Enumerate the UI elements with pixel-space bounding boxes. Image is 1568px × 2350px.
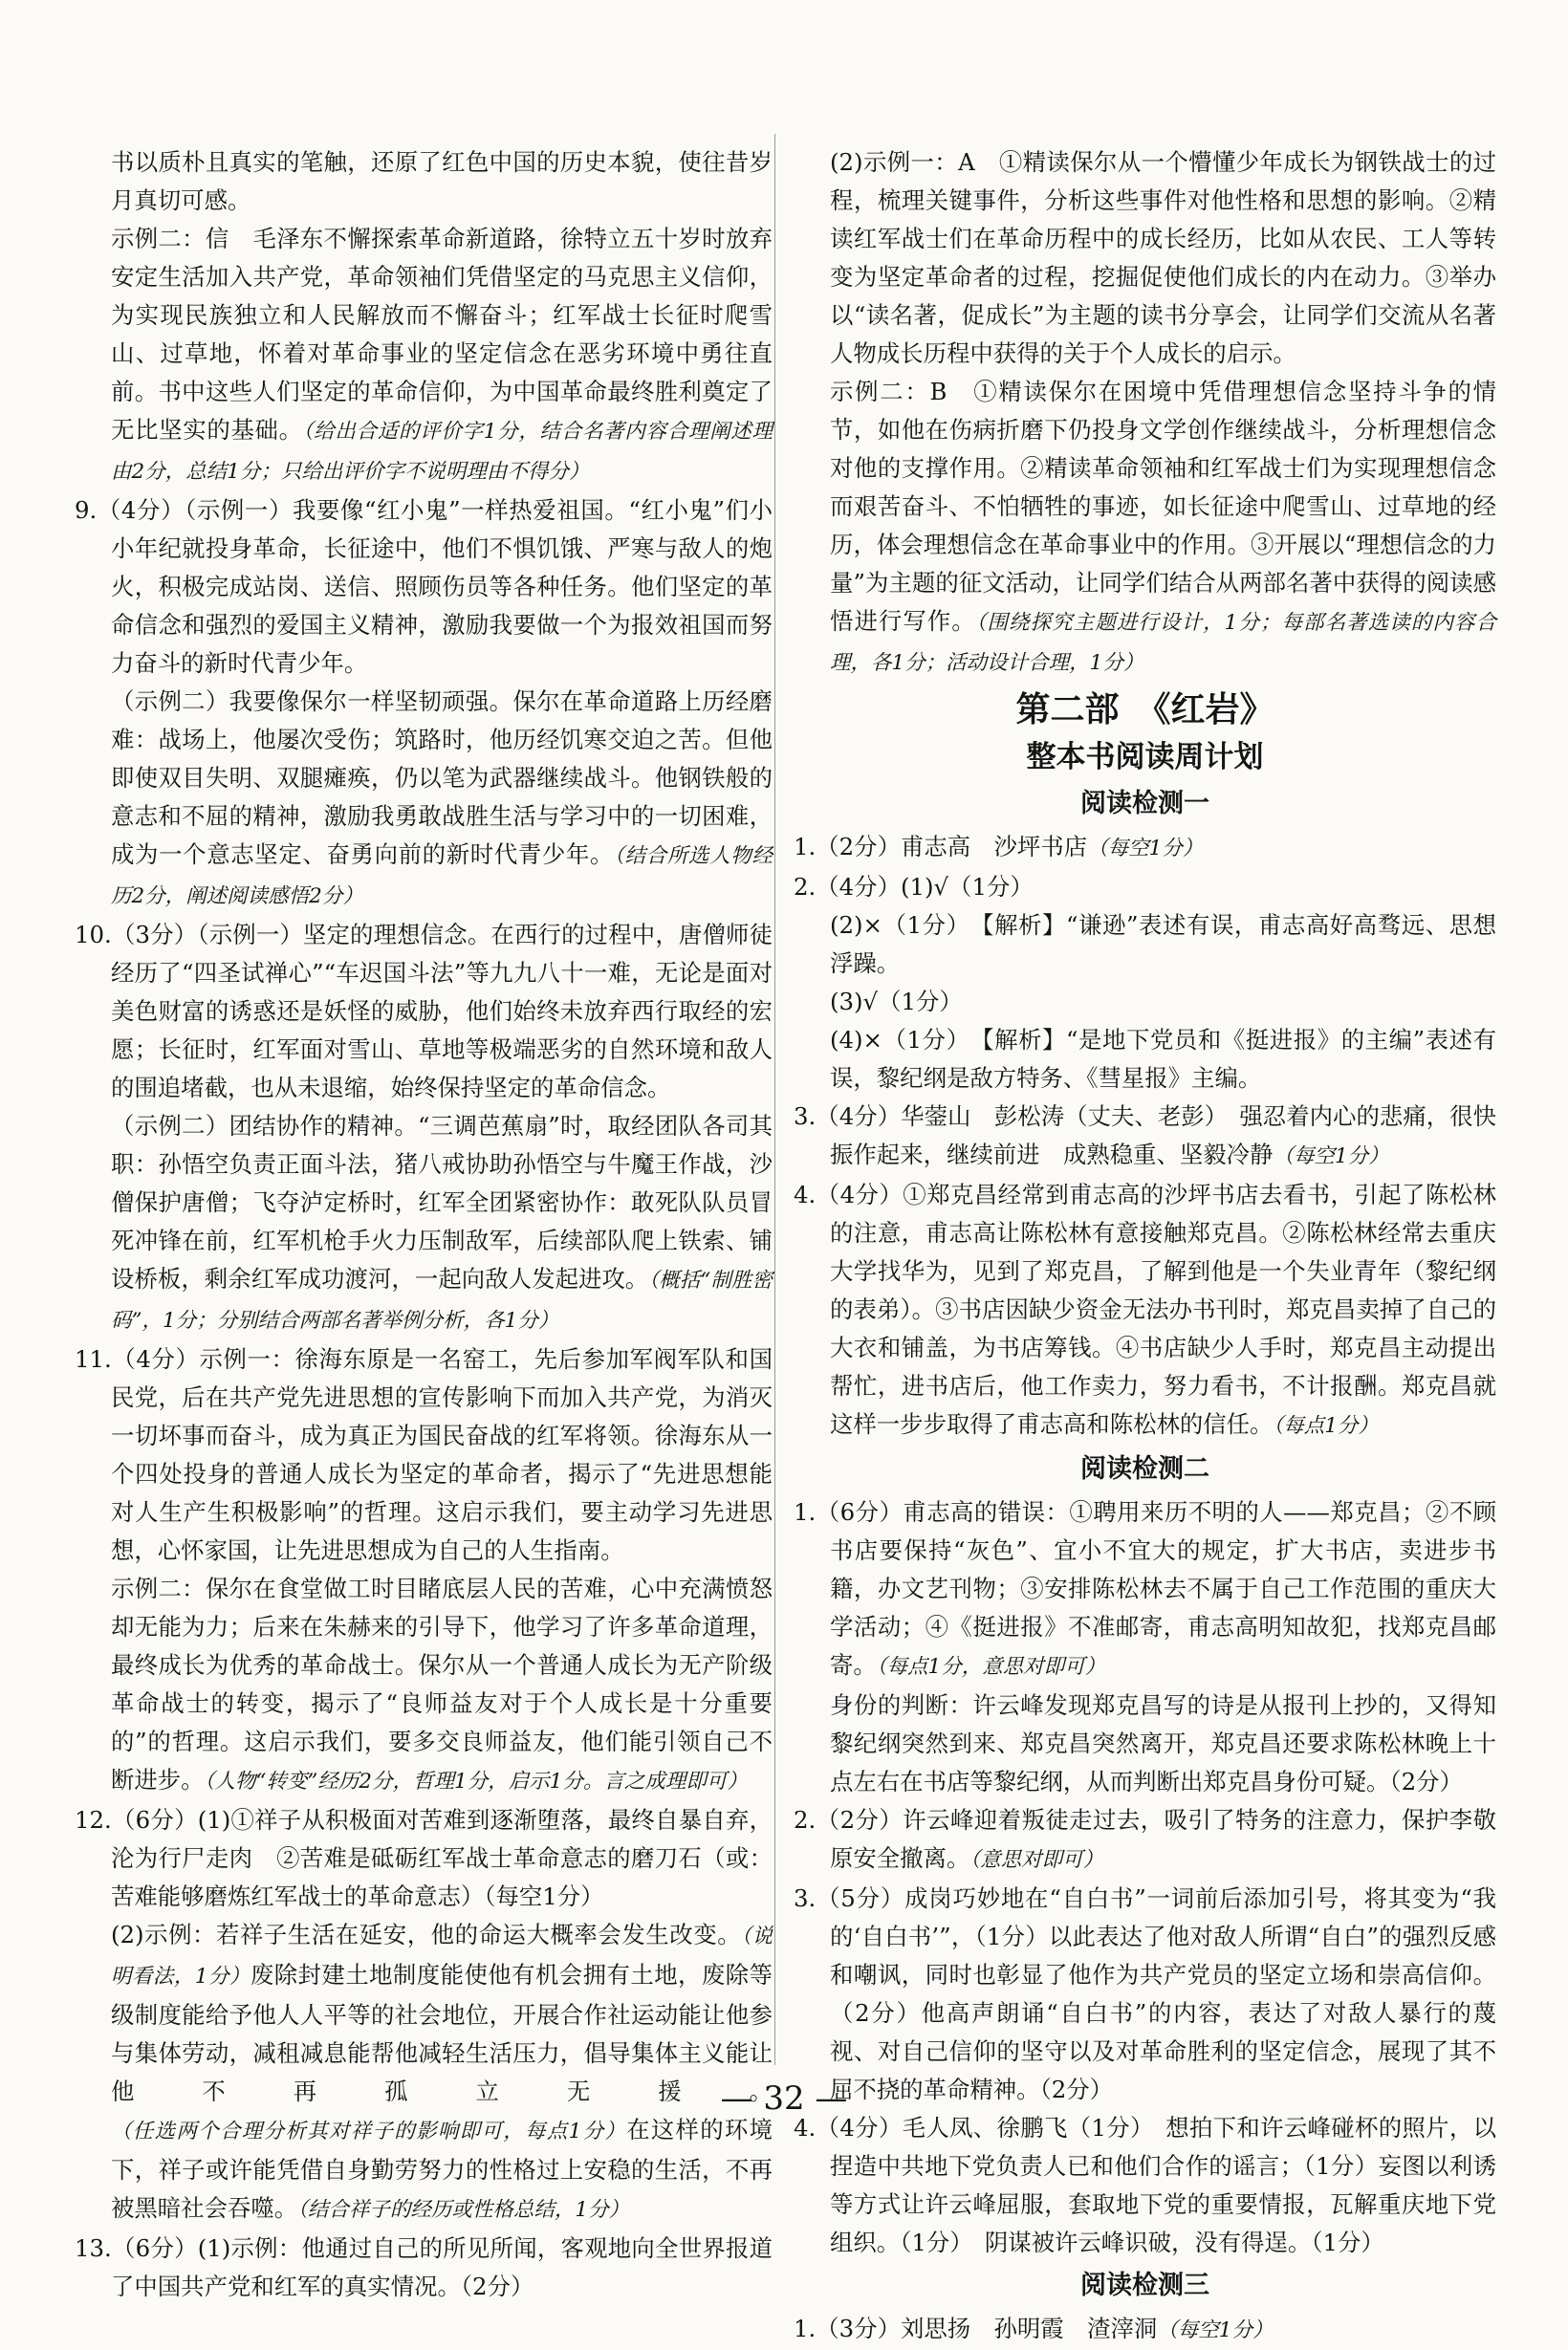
answer-text: 12.（6分）(1)①祥子从积极面对苦难到逐渐堕落，最终自暴自弃，沦为行尸走肉 ②苦难是砥砺红军战士革命意志的磨刀石（或：苦难能够磨炼红军战士的革命意志）（每空1分）: [75, 1806, 773, 1910]
scoring-note: （围绕探究主题进行设计，1分；每部名著选读的内容合理，各1分；活动设计合理，1分）: [830, 611, 1496, 675]
answer-text: 身份的判断：许云峰发现郑克昌写的诗是从报刊上抄的，又得知黎纪纲突然到来、郑克昌突然离开，郑克昌还要求陈松林晚上十点左右在书店等黎纪纲，从而判断出郑克昌身份可疑。（2分）: [830, 1691, 1496, 1795]
answer-text: 废除封建土地制度能使他有机会拥有土地，废除等级制度能给予他人人平等的社会地位，开展合作社运动能让他参与集体劳动，减租减息能帮他减轻生活压力，倡导集体主义能让他不再孤立无援。: [111, 1961, 773, 2105]
scoring-note: （结合祥子的经历或性格总结，1分）: [297, 2198, 630, 2222]
answer-text: 10.（3分）（示例一）坚定的理想信念。在西行的过程中，唐僧师徒经历了“四圣试禅心”“车迟国斗法”等九九八十一难，无论是面对美色财富的诱惑还是妖怪的威胁，他们始终未放弃西行取经的宏愿；长征时，红军面对雪山、草地等极端恶劣的自然环境和敌人的围追堵截，也从未退缩，始终保持坚定的革命信念。: [75, 921, 773, 1101]
answer-paragraph: [75, 491, 773, 683]
answer-text: (4)×（1分） 【解析】“是地下党员和《挺进报》的主编”表述有误，黎纪纲是敌方特务、《彗星报》主编。: [830, 1026, 1496, 1092]
answer-paragraph: [75, 683, 773, 916]
answer-paragraph: [794, 868, 1496, 906]
answer-paragraph: [794, 2109, 1496, 2262]
column-divider: [774, 134, 775, 2065]
scoring-note: （任选两个合理分析其对祥子的影响即可，每点1分）: [111, 2120, 627, 2143]
section-title-3: 阅读检测三: [1080, 2271, 1209, 2300]
scoring-note: （每空1分）: [1273, 1144, 1389, 1168]
right-column: [794, 143, 1496, 2350]
answer-text: （示例二）团结协作的精神。“三调芭蕉扇”时，取经团队各司其职：孙悟空负责正面斗法，猪八戒协助孙悟空与牛魔王作战，沙僧保护唐僧；飞夺泸定桥时，红军全团紧密协作：敢死队队员冒死冲锋在前，红军机枪手火力压制敌军，后续部队爬上铁索、铺设桥板，剩余红军成功渡河，一起向敌人发起进攻。: [111, 1112, 773, 1293]
scoring-note: （给出合适的评价字1分，结合名著内容合理阐述理由2分，总结1分；只给出评价字不说明理由不得分）: [111, 420, 773, 484]
answer-text: 书以质朴且真实的笔触，还原了红色中国的历史本貌，使往昔岁月真切可感。: [111, 148, 773, 214]
answer-paragraph: [75, 1570, 773, 1801]
answer-text: 4.（4分）毛人凤、徐鹏飞（1分） 想拍下和许云峰碰杯的照片，以捏造中共地下党负责人已和他们合作的谣言；（1分）妄图以利诱等方式让许云峰屈服，套取地下党的重要情报，瓦解重庆地下党组织。（1分） 阴谋被许云峰识破，没有得逞。（1分）: [794, 2114, 1497, 2256]
answer-paragraph: [794, 906, 1496, 983]
scoring-note: （结合所选人物经历2分，阐述阅读感悟2分）: [111, 844, 773, 908]
section-title-1: 阅读检测一: [1080, 789, 1209, 818]
answer-paragraph: [75, 2230, 773, 2306]
answer-paragraph: [794, 143, 1496, 373]
answer-text: 在这样的环境下，祥子或许能凭借自身勤劳努力的性格过上安稳的生活，不再被黑暗社会吞噬。: [111, 2116, 773, 2222]
section-1-items: [794, 828, 1496, 1446]
answer-text: 1.（6分）甫志高的错误：①聘用来历不明的人——郑克昌；②不顾书店要保持“灰色”、宜小不宜大的规定，扩大书店，卖进步书籍，办文艺刊物；③安排陈松林去不属于自己工作范围的重庆大学活动；④《挺进报》不准邮寄，甫志高明知故犯，找郑克昌邮寄。: [794, 1498, 1496, 1679]
answer-paragraph: [794, 1880, 1496, 2109]
answer-text: 3.（5分）成岗巧妙地在“自白书”一词前后添加引号，将其变为“我的‘自白书’”，（1分）以此表达了他对敌人所谓“自白”的强烈反感和嘲讽，同时也彰显了他作为共产党员的坚定立场和崇高信仰。（2分）他高声朗诵“自白书”的内容，表达了对敌人暴行的蔑视、对自己信仰的坚守以及对革命胜利的坚定信念，展现了其不屈不挠的革命精神。（2分）: [794, 1884, 1496, 2103]
scoring-note: （每空1分）: [1157, 2318, 1274, 2342]
section-3-items: [794, 2310, 1496, 2350]
answer-text: 2.（2分）许云峰迎着叛徒走过去，吸引了特务的注意力，保护李敬原安全撤离。: [794, 1806, 1496, 1872]
scoring-note: （每点1分）: [1273, 1414, 1379, 1438]
answer-text: 示例二：信 毛泽东不懈探索革命新道路，徐特立五十岁时放弃安定生活加入共产党，革命领袖们凭借坚定的马克思主义信仰，为实现民族独立和人民解放而不懈奋斗；红军战士长征时爬雪山、过草地，怀着对革命事业的坚定信念在恶劣环境中勇往直前。书中这些人们坚定的革命信仰，为中国革命最终胜利奠定了无比坚实的基础。: [111, 225, 773, 444]
answer-text: 2.（4分）(1)√（1分）: [794, 873, 1034, 901]
section-title-2: 阅读检测二: [1080, 1454, 1209, 1484]
part-subtitle: 整本书阅读周计划: [1026, 740, 1264, 774]
answer-paragraph: [794, 1176, 1496, 1446]
answer-text: 9.（4分）（示例一）我要像“红小鬼”一样热爱祖国。“红小鬼”们小小年纪就投身革命，长征途中，他们不惧饥饿、严寒与敌人的炮火，积极完成站岗、送信、照顾伤员等各种任务。他们坚定的革命信念和强烈的爱国主义精神，激励我要做一个为报效祖国而努力奋斗的新时代青少年。: [75, 496, 773, 677]
section-2-items: [794, 1493, 1496, 2262]
answer-text: 1.（3分）刘思扬 孙明霞 渣滓洞: [794, 2315, 1158, 2342]
answer-text: 11.（4分）示例一：徐海东原是一名窑工，先后参加军阀军队和国民党，后在共产党先进思想的宣传影响下而加入共产党，为消灭一切坏事而奋斗，成为真正为国民奋战的红军将领。徐海东从一个四处投身的普通人成长为坚定的革命者，揭示了“先进思想能对人生产生积极影响”的哲理。这启示我们，要主动学习先进思想，心怀家国，让先进思想成为自己的人生指南。: [75, 1345, 773, 1564]
answer-paragraph: [75, 220, 773, 491]
scoring-note: （意思对即可）: [969, 1848, 1104, 1872]
answer-paragraph: [794, 1493, 1496, 1686]
answer-text: 4.（4分）①郑克昌经常到甫志高的沙坪书店去看书，引起了陈松林的注意，甫志高让陈松林有意接触郑克昌。②陈松林经常去重庆大学找华为，见到了郑克昌，了解到他是一个失业青年（黎纪纲的表弟）。③书店因缺少资金无法办书刊时，郑克昌卖掉了自己的大衣和铺盖，为书店筹钱。④书店缺少人手时，郑克昌主动提出帮忙，进书店后，他工作卖力，努力看书，不计报酬。郑克昌就这样一步步取得了甫志高和陈松林的信任。: [794, 1181, 1496, 1438]
answer-paragraph: [794, 1686, 1496, 1801]
scoring-note: （每空1分）: [1087, 837, 1204, 860]
answer-text: 13.（6分）(1)示例：他通过自己的所见所闻，客观地向全世界报道了中国共产党和红军的真实情况。（2分）: [75, 2234, 773, 2300]
answer-text: （示例二）我要像保尔一样坚韧顽强。保尔在革命道路上历经磨难：战场上，他屡次受伤；筑路时，他历经饥寒交迫之苦。但他即使双目失明、双腿瘫痪，仍以笔为武器继续战斗。他钢铁般的意志和不屈的精神，激励我勇敢战胜生活与学习中的一切困难，成为一个意志坚定、奋勇向前的新时代青少年。: [111, 687, 773, 868]
answer-paragraph: [75, 1340, 773, 1570]
answer-text: (3)√（1分）: [830, 988, 963, 1015]
answer-paragraph: [794, 1801, 1496, 1880]
answer-paragraph: [794, 1098, 1496, 1176]
scoring-note: （概括“制胜密码”，1分；分别结合两部名著举例分析，各1分）: [111, 1269, 773, 1333]
answer-text: 3.（4分）华蓥山 彭松涛（丈夫、老彭） 强忍着内心的悲痛，很快振作起来，继续前进 成熟稳重、坚毅冷静: [794, 1102, 1496, 1168]
scoring-note: （人物“转变”经历2分，哲理1分，启示1分。言之成理即可）: [204, 1770, 748, 1794]
left-column: [75, 143, 773, 2306]
answer-paragraph: [75, 143, 773, 220]
right-column-top: [794, 143, 1496, 683]
scoring-note: （每点1分，意思对即可）: [876, 1655, 1106, 1679]
answer-text: (2)示例一：A ①精读保尔从一个懵懂少年成长为钢铁战士的过程，梳理关键事件，分析这些事件对他性格和思想的影响。②精读红军战士们在革命历程中的成长经历，比如从农民、工人等转变为坚定革命者的过程，挖掘促使他们成长的内在动力。③举办以“读名著，促成长”为主题的读书分享会，让同学们交流从名著人物成长历程中获得的关于个人成长的启示。: [830, 148, 1496, 367]
scoring-note: （说明看法，1分）: [111, 1925, 773, 1989]
answer-paragraph: [794, 2310, 1496, 2350]
part-title: 第二部 《红岩》: [1015, 690, 1274, 729]
answer-paragraph: [794, 828, 1496, 868]
answer-paragraph: [794, 373, 1496, 683]
answer-text: (2)×（1分） 【解析】“谦逊”表述有误，甫志高好高骛远、思想浮躁。: [830, 911, 1496, 977]
answer-paragraph: [75, 916, 773, 1107]
answer-paragraph: [75, 1916, 773, 2230]
answer-paragraph: [75, 1107, 773, 1340]
answer-paragraph: [75, 1801, 773, 1916]
answer-text: 示例二：B ①精读保尔在困境中凭借理想信念坚持斗争的情节，如他在伤病折磨下仍投身文学创作继续战斗，分析理想信念对他的支撑作用。②精读革命领袖和红军战士们为实现理想信念而艰苦奋斗、不怕牺牲的事迹，如长征途中爬雪山、过草地的经历，体会理想信念在革命事业中的作用。③开展以“理想信念的力量”为主题的征文活动，让同学们结合从两部名著中获得的阅读感悟进行写作。: [830, 378, 1496, 635]
answer-paragraph: [794, 983, 1496, 1021]
answer-paragraph: [794, 1021, 1496, 1098]
answer-text: 示例二：保尔在食堂做工时目睹底层人民的苦难，心中充满愤怒却无能为力；后来在朱赫来的引导下，他学习了许多革命道理，最终成长为优秀的革命战士。保尔从一个普通人成长为无产阶级革命战士的转变，揭示了“良师益友对于个人成长是十分重要的”的哲理。这启示我们，要多交良师益友，他们能引领自己不断进步。: [111, 1575, 773, 1794]
page-number: — 32 —: [720, 2079, 848, 2118]
answer-text: (2)示例：若祥子生活在延安，他的命运大概率会发生改变。: [111, 1921, 742, 1948]
answer-text: 1.（2分）甫志高 沙坪书店: [794, 833, 1088, 860]
